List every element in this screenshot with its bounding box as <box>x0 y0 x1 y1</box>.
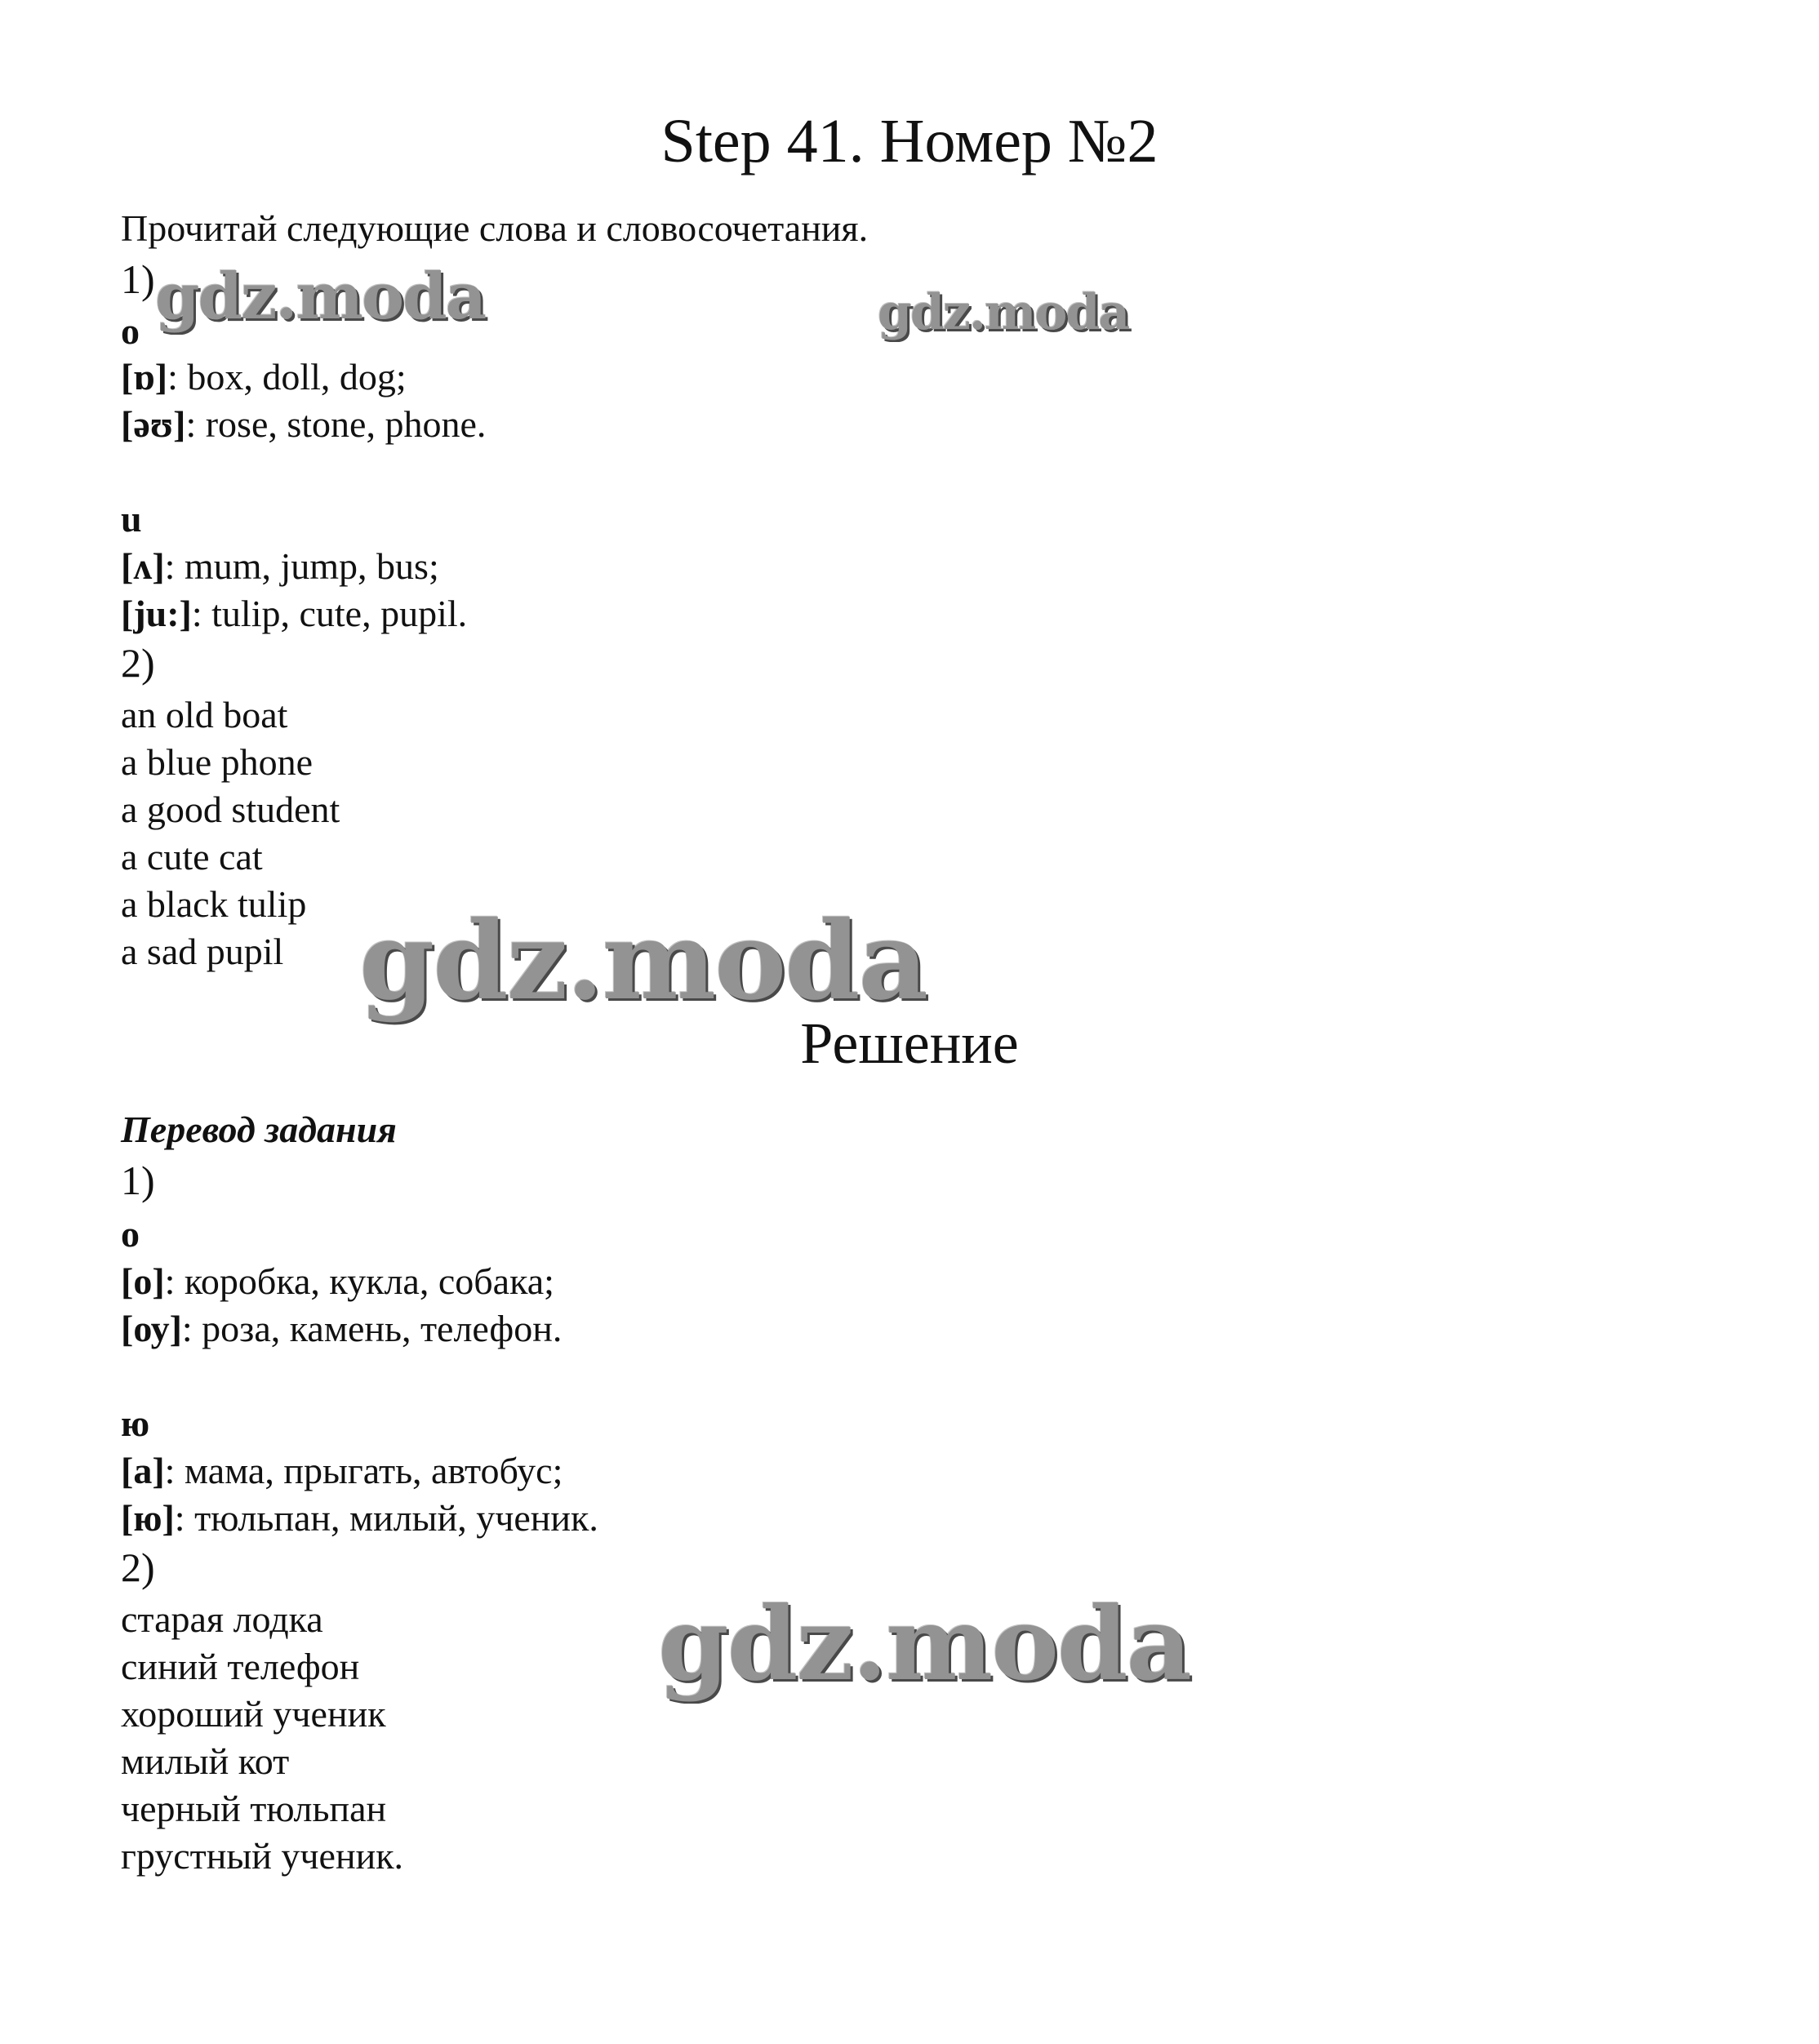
watermark-logo: gdz.moda <box>878 284 1129 341</box>
task-u-row <box>121 591 467 637</box>
page-title: Step 41. Номер №2 <box>660 107 1159 176</box>
example-words: : роза, камень, телефон. <box>181 1308 563 1349</box>
example-words: : коробка, кукла, собака; <box>164 1260 554 1302</box>
example-words: : mum, jump, bus; <box>164 545 439 587</box>
phonetic-symbol: [ju:] <box>121 593 192 634</box>
solution-part1-label: 1) <box>121 1158 155 1203</box>
phrase-translation: черный тюльпан <box>121 1788 387 1829</box>
phrase-item: a black tulip <box>121 883 307 925</box>
phonetic-symbol: [а] <box>121 1450 165 1491</box>
watermark-logo: gdz.moda <box>155 260 486 334</box>
phrase-item: a good student <box>121 789 340 830</box>
phrase-translation: милый кот <box>121 1740 290 1782</box>
phrase-translation: старая лодка <box>121 1598 323 1640</box>
solution-o-row <box>121 1259 554 1304</box>
solution-part2-label: 2) <box>121 1544 155 1590</box>
phrase-translation: синий телефон <box>121 1646 360 1687</box>
watermark-logo: gdz.moda <box>359 898 927 1024</box>
translation-heading: Перевод задания <box>121 1109 397 1150</box>
phrase-translation: грустный ученик. <box>121 1835 404 1877</box>
task-o-row <box>121 354 407 400</box>
solution-o-row <box>121 1306 562 1352</box>
phrase-translation: хороший ученик <box>121 1693 386 1735</box>
solution-letter-o: о <box>121 1213 140 1255</box>
solution-letter-u: ю <box>121 1402 150 1444</box>
task-u-row <box>121 544 439 589</box>
solution-u-row <box>121 1448 563 1494</box>
phonetic-symbol: [о] <box>121 1260 165 1302</box>
phonetic-symbol: [ʌ] <box>121 545 165 587</box>
phrase-item: an old boat <box>121 694 288 735</box>
phonetic-symbol: [ɒ] <box>121 356 168 398</box>
example-words: : tulip, cute, pupil. <box>191 593 468 634</box>
solution-heading: Решение <box>800 1011 1019 1076</box>
solution-u-row <box>121 1495 598 1541</box>
example-words: : rose, stone, phone. <box>185 403 487 445</box>
example-words: : мама, прыгать, автобус; <box>164 1450 563 1491</box>
task-part1-label: 1) <box>121 256 155 302</box>
example-words: : тюльпан, милый, ученик. <box>174 1497 598 1539</box>
phonetic-symbol: [əʊ] <box>121 403 186 445</box>
example-words: : box, doll, dog; <box>167 356 407 398</box>
task-letter-o: o <box>121 310 140 352</box>
task-o-row <box>121 402 486 447</box>
task-instruction: Прочитай следующие слова и словосочетания. <box>121 207 869 249</box>
phonetic-symbol: [оу] <box>121 1308 182 1349</box>
phonetic-symbol: [ю] <box>121 1497 175 1539</box>
phrase-item: a blue phone <box>121 741 314 783</box>
task-part2-label: 2) <box>121 640 155 686</box>
watermark-logo: gdz.moda <box>658 1585 1190 1704</box>
task-letter-u: u <box>121 498 142 540</box>
phrase-item: a cute cat <box>121 836 263 878</box>
phrase-item: a sad pupil <box>121 931 284 972</box>
